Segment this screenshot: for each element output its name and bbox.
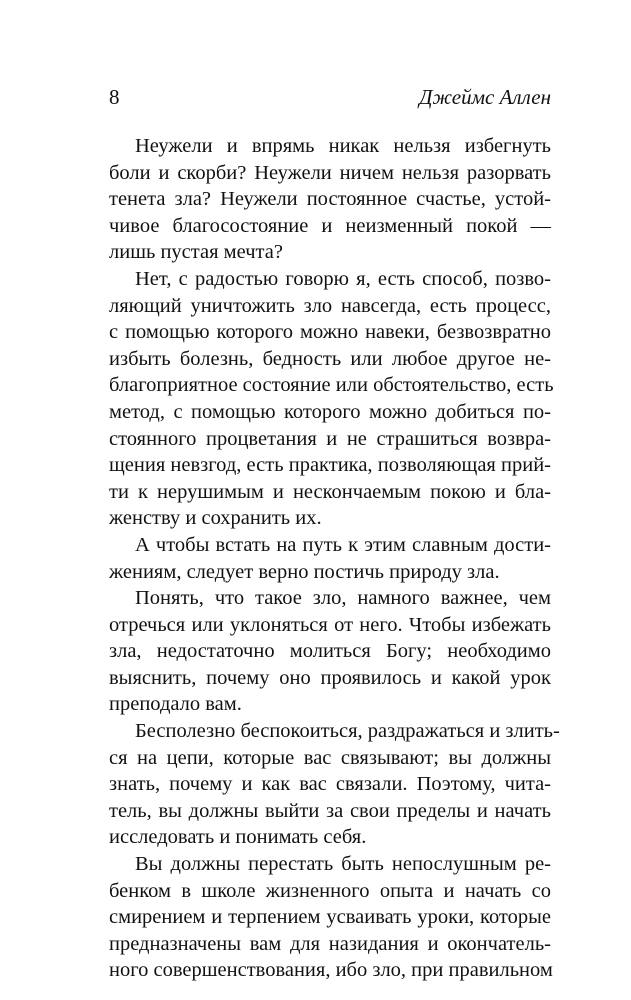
text-line: А чтобы встать на путь к этим славным дости-	[135, 533, 551, 556]
paragraph	[109, 718, 560, 851]
paragraph	[109, 266, 554, 532]
text-line: Нет, с радостью говорю я, есть способ, позво-	[135, 267, 551, 290]
text-line: ся на цепи, которые вас связывают; вы должны	[109, 746, 551, 769]
text-line: исследовать и понимать себя.	[109, 826, 367, 849]
text-line: метод, с помощью которого можно добиться по-	[109, 400, 551, 423]
running-head-author: Джеймс Аллен	[419, 85, 551, 109]
text-line: ти к нерушимым и нескончаемым покою и бла-	[109, 480, 551, 503]
text-line: женству и сохранить их.	[109, 507, 322, 530]
text-line: Вы должны перестать быть непослушным ре-	[135, 853, 551, 876]
text-line: лишь пустая мечта?	[109, 241, 283, 264]
text-line: щения невзгод, есть практика, позволяющая прий-	[109, 454, 551, 477]
text-line: преподало вам.	[109, 693, 242, 716]
text-line: с помощью которого можно навеки, безвозвратно	[109, 321, 551, 344]
paragraph	[109, 133, 551, 266]
text-line: зла, недостаточно молиться Богу; необходимо	[109, 640, 551, 663]
text-line: благоприятное состояние или обстоятельство, есть	[109, 374, 554, 397]
text-line: выяснить, почему оно проявилось и какой урок	[109, 666, 551, 689]
text-line: Бесполезно беспокоиться, раздражаться и злить-	[135, 720, 560, 743]
text-line: тель, вы должны выйти за свои пределы и начать	[109, 799, 551, 822]
text-line: чивое благосостояние и неизменный покой —	[109, 214, 551, 237]
text-line: Неужели и впрямь никак нельзя избегнуть	[135, 135, 551, 157]
paragraph	[109, 532, 551, 585]
text-line: отречься или уклоняться от него. Чтобы избежать	[109, 613, 551, 636]
text-line: бенком в школе жизненного опыта и начать со	[109, 879, 551, 902]
text-line: знать, почему и как вас связали. Поэтому, чита-	[109, 773, 551, 796]
text-line: стоянного процветания и не страшиться возвра-	[109, 427, 551, 450]
text-line: Понять, что такое зло, намного важнее, чем	[135, 587, 551, 610]
text-line: боли и скорби? Неужели ничем нельзя разорвать	[109, 161, 551, 184]
paragraph	[109, 585, 551, 718]
body-text	[109, 133, 560, 984]
page-number: 8	[109, 85, 120, 109]
page-header	[109, 85, 551, 111]
text-line: ляющий уничтожить зло навсегда, есть процесс,	[109, 294, 551, 317]
paragraph	[109, 851, 551, 984]
text-line: смирением и терпением усваивать уроки, которые	[109, 906, 551, 929]
text-line: предназначены вам для назидания и окончатель-	[109, 932, 551, 955]
text-line: ного совершенствования, ибо зло, при правильном	[109, 959, 553, 982]
text-line: избыть болезнь, бедность или любое другое не-	[109, 347, 551, 370]
text-line: тенета зла? Неужели постоянное счастье, устой-	[109, 188, 551, 211]
text-line: жениям, следует верно постичь природу зла.	[109, 560, 500, 583]
